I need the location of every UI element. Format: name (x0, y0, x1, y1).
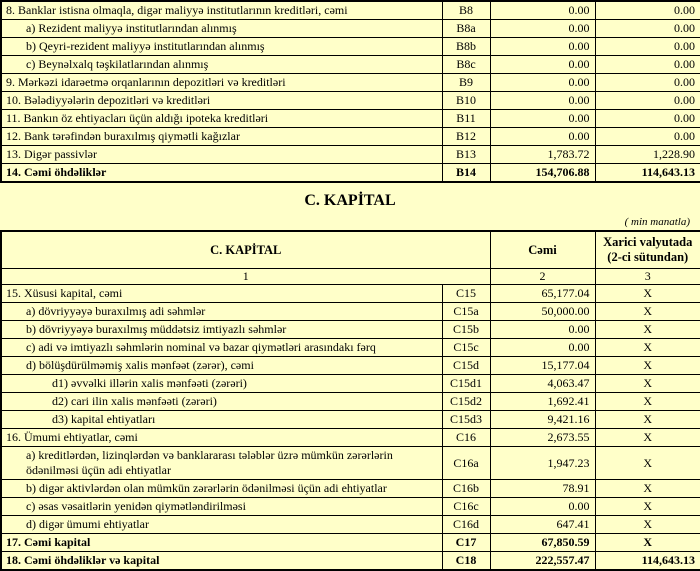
table-row (1, 498, 700, 516)
table-row (1, 92, 700, 110)
capital-table-title: C. KAPİTAL (1, 231, 490, 269)
row-total-value: 0.00 (490, 321, 595, 339)
row-foreign-value: 0.00 (595, 20, 700, 38)
table-row (1, 534, 700, 552)
row-total-value: 0.00 (490, 128, 595, 146)
total-column-header: Cəmi (490, 231, 595, 269)
table-row (1, 146, 700, 164)
section-title: C. KAPİTAL (304, 192, 396, 209)
table-row (1, 447, 700, 480)
row-label: d2) cari ilin xalis mənfəəti (zərəri) (1, 393, 442, 411)
row-total-value: 1,783.72 (490, 146, 595, 164)
row-foreign-value: X (595, 447, 700, 480)
row-code: B8c (442, 56, 490, 74)
row-code: C15d3 (442, 411, 490, 429)
row-foreign-value: X (595, 411, 700, 429)
row-total-value: 9,421.16 (490, 411, 595, 429)
capital-header-row (1, 231, 700, 269)
table-row (1, 552, 700, 571)
row-code: C17 (442, 534, 490, 552)
table-row (1, 357, 700, 375)
table-row (1, 74, 700, 92)
row-total-value: 65,177.04 (490, 285, 595, 303)
row-code: C15d (442, 357, 490, 375)
row-foreign-value: X (595, 303, 700, 321)
row-code: C16 (442, 429, 490, 447)
row-label: d) bölüşdürülməmiş xalis mənfəət (zərər), cəmi (1, 357, 442, 375)
table-row (1, 303, 700, 321)
row-foreign-value: 0.00 (595, 110, 700, 128)
row-code: C15b (442, 321, 490, 339)
row-total-value: 0.00 (490, 92, 595, 110)
row-label: 13. Digər passivlər (1, 146, 442, 164)
row-code: B14 (442, 164, 490, 183)
row-total-value: 0.00 (490, 56, 595, 74)
row-label: 18. Cəmi öhdəliklər və kapital (1, 552, 442, 571)
table-row (1, 321, 700, 339)
table-row (1, 480, 700, 498)
table-row (1, 56, 700, 74)
row-foreign-value: 0.00 (595, 1, 700, 20)
row-foreign-value: X (595, 480, 700, 498)
row-code: B9 (442, 74, 490, 92)
row-code: B8a (442, 20, 490, 38)
row-code: C15a (442, 303, 490, 321)
row-code: C18 (442, 552, 490, 571)
row-label: b) Qeyri-rezident maliyyə institutlarından alınmış (1, 38, 442, 56)
row-label: a) kreditlərdən, lizinqlərdən və banklararası tələblər üzrə mümkün zərərlərin ödənilməsi üçün adi ehtiyatlar (1, 447, 442, 480)
row-label: a) dövriyyəyə buraxılmış adi səhmlər (1, 303, 442, 321)
table-row (1, 285, 700, 303)
table-row (1, 429, 700, 447)
row-label: c) əsas vəsaitlərin yenidən qiymətləndirilməsi (1, 498, 442, 516)
row-total-value: 2,673.55 (490, 429, 595, 447)
row-label: 10. Bələdiyyələrin depozitləri və kreditləri (1, 92, 442, 110)
row-label: d) digər ümumi ehtiyatlar (1, 516, 442, 534)
row-code: B13 (442, 146, 490, 164)
row-label: a) Rezident maliyyə institutlarından alınmış (1, 20, 442, 38)
row-total-value: 0.00 (490, 110, 595, 128)
row-foreign-value: 0.00 (595, 56, 700, 74)
table-row (1, 375, 700, 393)
row-label: b) dövriyyəyə buraxılmış müddətsiz imtiyazlı səhmlər (1, 321, 442, 339)
row-label: d3) kapital ehtiyatları (1, 411, 442, 429)
row-label: 12. Bank tərəfindən buraxılmış qiymətli kağızlar (1, 128, 442, 146)
table-row (1, 164, 700, 183)
row-foreign-value: X (595, 498, 700, 516)
liabilities-table (0, 0, 700, 183)
table-row (1, 393, 700, 411)
table-row (1, 411, 700, 429)
row-total-value: 1,692.41 (490, 393, 595, 411)
row-total-value: 0.00 (490, 38, 595, 56)
row-code: C15c (442, 339, 490, 357)
row-total-value: 154,706.88 (490, 164, 595, 183)
row-foreign-value: X (595, 516, 700, 534)
row-foreign-value: X (595, 429, 700, 447)
row-label: c) adi və imtiyazlı səhmlərin nominal və bazar qiymətləri arasındakı fərq (1, 339, 442, 357)
row-total-value: 4,063.47 (490, 375, 595, 393)
row-code: B11 (442, 110, 490, 128)
row-total-value: 50,000.00 (490, 303, 595, 321)
row-code: C15 (442, 285, 490, 303)
row-foreign-value: X (595, 375, 700, 393)
row-code: C15d2 (442, 393, 490, 411)
table-row (1, 20, 700, 38)
row-code: B12 (442, 128, 490, 146)
row-foreign-value: 0.00 (595, 128, 700, 146)
column-number-3: 3 (595, 269, 700, 285)
table-row (1, 339, 700, 357)
table-row (1, 516, 700, 534)
column-number-2: 2 (490, 269, 595, 285)
row-foreign-value: 1,228.90 (595, 146, 700, 164)
foreign-currency-column-header: Xarici valyutada (2-ci sütundan) (595, 231, 700, 269)
table-row (1, 38, 700, 56)
row-total-value: 67,850.59 (490, 534, 595, 552)
row-code: B8b (442, 38, 490, 56)
row-total-value: 1,947.23 (490, 447, 595, 480)
row-label: 11. Bankın öz ehtiyacları üçün aldığı ipoteka kreditləri (1, 110, 442, 128)
row-foreign-value: X (595, 321, 700, 339)
row-code: C16b (442, 480, 490, 498)
row-code: C16a (442, 447, 490, 480)
row-label: 8. Banklar istisna olmaqla, digər maliyyə institutlarının kreditləri, cəmi (1, 1, 442, 20)
row-foreign-value: X (595, 339, 700, 357)
row-total-value: 0.00 (490, 498, 595, 516)
row-foreign-value: X (595, 393, 700, 411)
row-label: b) digər aktivlərdən olan mümkün zərərlərin ödənilməsi üçün adi ehtiyatlar (1, 480, 442, 498)
table-row (1, 128, 700, 146)
row-label: 14. Cəmi öhdəliklər (1, 164, 442, 183)
row-total-value: 647.41 (490, 516, 595, 534)
row-total-value: 0.00 (490, 1, 595, 20)
row-foreign-value: 114,643.13 (595, 164, 700, 183)
row-foreign-value: X (595, 285, 700, 303)
row-code: B8 (442, 1, 490, 20)
capital-table (0, 230, 700, 571)
column-number-1: 1 (1, 269, 490, 285)
row-code: B10 (442, 92, 490, 110)
row-total-value: 15,177.04 (490, 357, 595, 375)
row-label: d1) əvvəlki illərin xalis mənfəəti (zərəri) (1, 375, 442, 393)
unit-note: ( min manatla) (624, 216, 690, 228)
row-foreign-value: X (595, 534, 700, 552)
row-foreign-value: 0.00 (595, 92, 700, 110)
row-foreign-value: 0.00 (595, 74, 700, 92)
row-label: 15. Xüsusi kapital, cəmi (1, 285, 442, 303)
table-row (1, 110, 700, 128)
row-code: C16c (442, 498, 490, 516)
row-total-value: 0.00 (490, 20, 595, 38)
row-total-value: 0.00 (490, 74, 595, 92)
row-label: 17. Cəmi kapital (1, 534, 442, 552)
row-code: C16d (442, 516, 490, 534)
row-foreign-value: 114,643.13 (595, 552, 700, 571)
row-label: c) Beynəlxalq təşkilatlarından alınmış (1, 56, 442, 74)
column-number-row (1, 269, 700, 285)
row-code: C15d1 (442, 375, 490, 393)
row-foreign-value: 0.00 (595, 38, 700, 56)
table-row (1, 1, 700, 20)
row-total-value: 222,557.47 (490, 552, 595, 571)
row-total-value: 78.91 (490, 480, 595, 498)
row-label: 9. Mərkəzi idarəetmə orqanlarının depozitləri və kreditləri (1, 74, 442, 92)
row-total-value: 0.00 (490, 339, 595, 357)
row-label: 16. Ümumi ehtiyatlar, cəmi (1, 429, 442, 447)
row-foreign-value: X (595, 357, 700, 375)
